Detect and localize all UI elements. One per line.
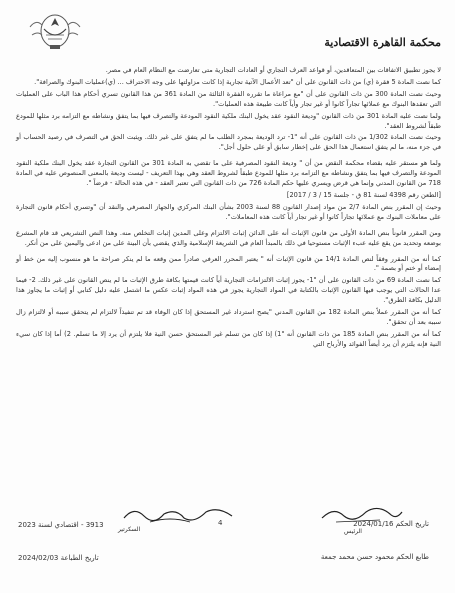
case-reference: 3913 - اقتصادي لسنة 2023 <box>18 521 104 529</box>
paragraph: وحيث إن المقرر بنص المادة 2/7 من مواد إصدار القانون 88 لسنة 2003 بشأن البنك المركزي والجهاز المصرفي والنقد أن "وتسري أحكام قانون التجارة على معاملات البنوك مع عملائها تجاراً كانوا أو غير تجار أياً كانت هذه المعاملات". <box>16 202 441 221</box>
paragraph: كما نصت المادة 69 من ذات القانون على أن "1- يجوز إثبات الالتزامات التجارية أياً كانت قيمتها بكافة طرق الإثبات ما لم ينص القانون على غير ذلك. 2- فيما عدا الحالات التي يوجب فيها القانون الإثبات بالكتابة في المواد التجارية يجوز في هذه المواد إثبات عكس ما اشتمل عليه دليل كتابي أو إثبات ما يجاوز هذا الدليل بكافة الطرق". <box>16 276 441 305</box>
paragraph: وحيث نصت المادة 1/302 من ذات القانون على أنه "1- ترد الوديعة بمجرد الطلب ما لم يتفق على غير ذلك. ويثبت الحق في التصرف في رصيد الحساب أو في جزء منه، ما لم يتفق استعمال هذا الحق على إخطار سابق أو على حلول أجل". <box>16 133 441 152</box>
paragraph: ولما هو مستقر عليه بقضاء محكمة النقض من أن " وديعة النقود المصرفية على ما تقضي به المادة 301 من القانون التجارة عقد يخول البنك ملكية النقود المودعة والتصرف فيها بما يتفق ونشاطه مع التزامه برد مثلها للمودع طبقاً لشروط العقد وهي بهذا التعريف - ليست وديعة بالمعنى المنصوص عليه في المادة 718 من القانون المدني وإنما هي قرض ويسري عليها حكم المادة 726 من ذات القانون التي تعتبر العقد - في هذه الحالة - قرضاً ". <box>16 159 441 188</box>
paragraph: كما أنه من المقرر عملاً بنص المادة 182 من القانون المدني "يصح استرداد غير المستحق إذا كان الوفاء قد تم تنفيذاً لالتزام لم يتحقق سببه أو لالتزام زال سببه بعد أن تحقق". <box>16 308 441 326</box>
paragraph: وحيث نصت المادة 300 من ذات القانون على أن "مع مراعاة ما تقرره الفقرة الثالثة من المادة 361 من هذا القانون تسري أحكام هذا الباب على العمليات التي تعقدها البنوك مع عملائها تجاراً كانوا أو غير تجار وأياً كانت طبيعة هذه العمليات". <box>16 89 442 108</box>
typist-info <box>321 553 429 561</box>
page-number: 4 <box>218 519 223 527</box>
print-date-label: تاريخ الطباعة <box>60 554 99 562</box>
judge-title: الرئيس <box>344 528 362 535</box>
paragraph: ومن المقرر قانوناً بنص المادة الأولى من قانون الإثبات أنه على الدائن إثبات الالتزام وعلى المدين إثبات التخلص منه. وهذا النص التشريعي قد قام المشرع بوضعه وتحديد من يقع عليه عبء الإثبات مستوحيا في ذلك بالمبدأ العام في الشريعة الإسلامية والذي يقضي بأن البينة على من ادعى واليمين على من أنكر. <box>16 228 441 247</box>
court-name: محكمة القاهرة الاقتصادية <box>324 36 441 49</box>
court-emblem-icon <box>26 11 84 53</box>
typist-name: محمود حسن محمد جمعة <box>320 553 395 561</box>
paragraph: ولما نصت عليه المادة 301 من ذات القانون "وديعة النقود عقد يخول البنك ملكية النقود المودعة والتصرف فيها بما يتفق ونشاطه مع التزامه برد مثلها للمودع طبقاً لشروط العقد". <box>16 111 441 130</box>
judgment-date-value: 2024/01/16 <box>353 520 394 528</box>
paragraph: لا يجوز تطبيق الاتفاقات بين المتعاقدين، أو قواعد العرف التجاري أو العادات التجارية متى تعارضت مع النظام العام في مصر. <box>105 66 441 74</box>
judgment-date <box>353 520 429 528</box>
paragraph: كما نصت المادة 5 فقرة (ي) من ذات القانون على أن "تعد الأعمال الآتية تجارية إذا كانت مزاولتها على وجه الاحتراف ... (ي)عمليات البنوك والصرافة". <box>34 77 441 86</box>
secretary-title: السكرتير <box>118 526 141 533</box>
paragraph: كما أنه من المقرر بنص المادة 185 من ذات القانون أنه "1) إذا كان من تسلم غير المستحق حسن النية فلا يلتزم أن يرد إلا ما تسلم. 2) أما إذا كان سيء النية فإنه يلتزم أن يرد أيضاً الفوائد والأرباح التي <box>16 329 442 348</box>
judgment-date-label: تاريخ الحكم <box>395 520 429 528</box>
paragraph: [الطعن رقم 4398 لسنة 81 ق - جلسة 15 / 3 / 2017] <box>286 190 441 199</box>
typist-label: طابع الحكم <box>396 553 429 561</box>
judgment-body <box>16 66 441 352</box>
paragraph: كما أنه من المقرر وفقاً لنص المادة 14/1 من قانون الإثبات أنه " يعتبر المحرر العرفي صادراً ممن وقعه ما لم ينكر صراحة ما هو منسوب إليه من خط أو إمضاء أو ختم أو بصمة ". <box>16 254 441 273</box>
print-date-value: 2024/02/03 <box>18 554 59 562</box>
print-date <box>18 554 99 562</box>
